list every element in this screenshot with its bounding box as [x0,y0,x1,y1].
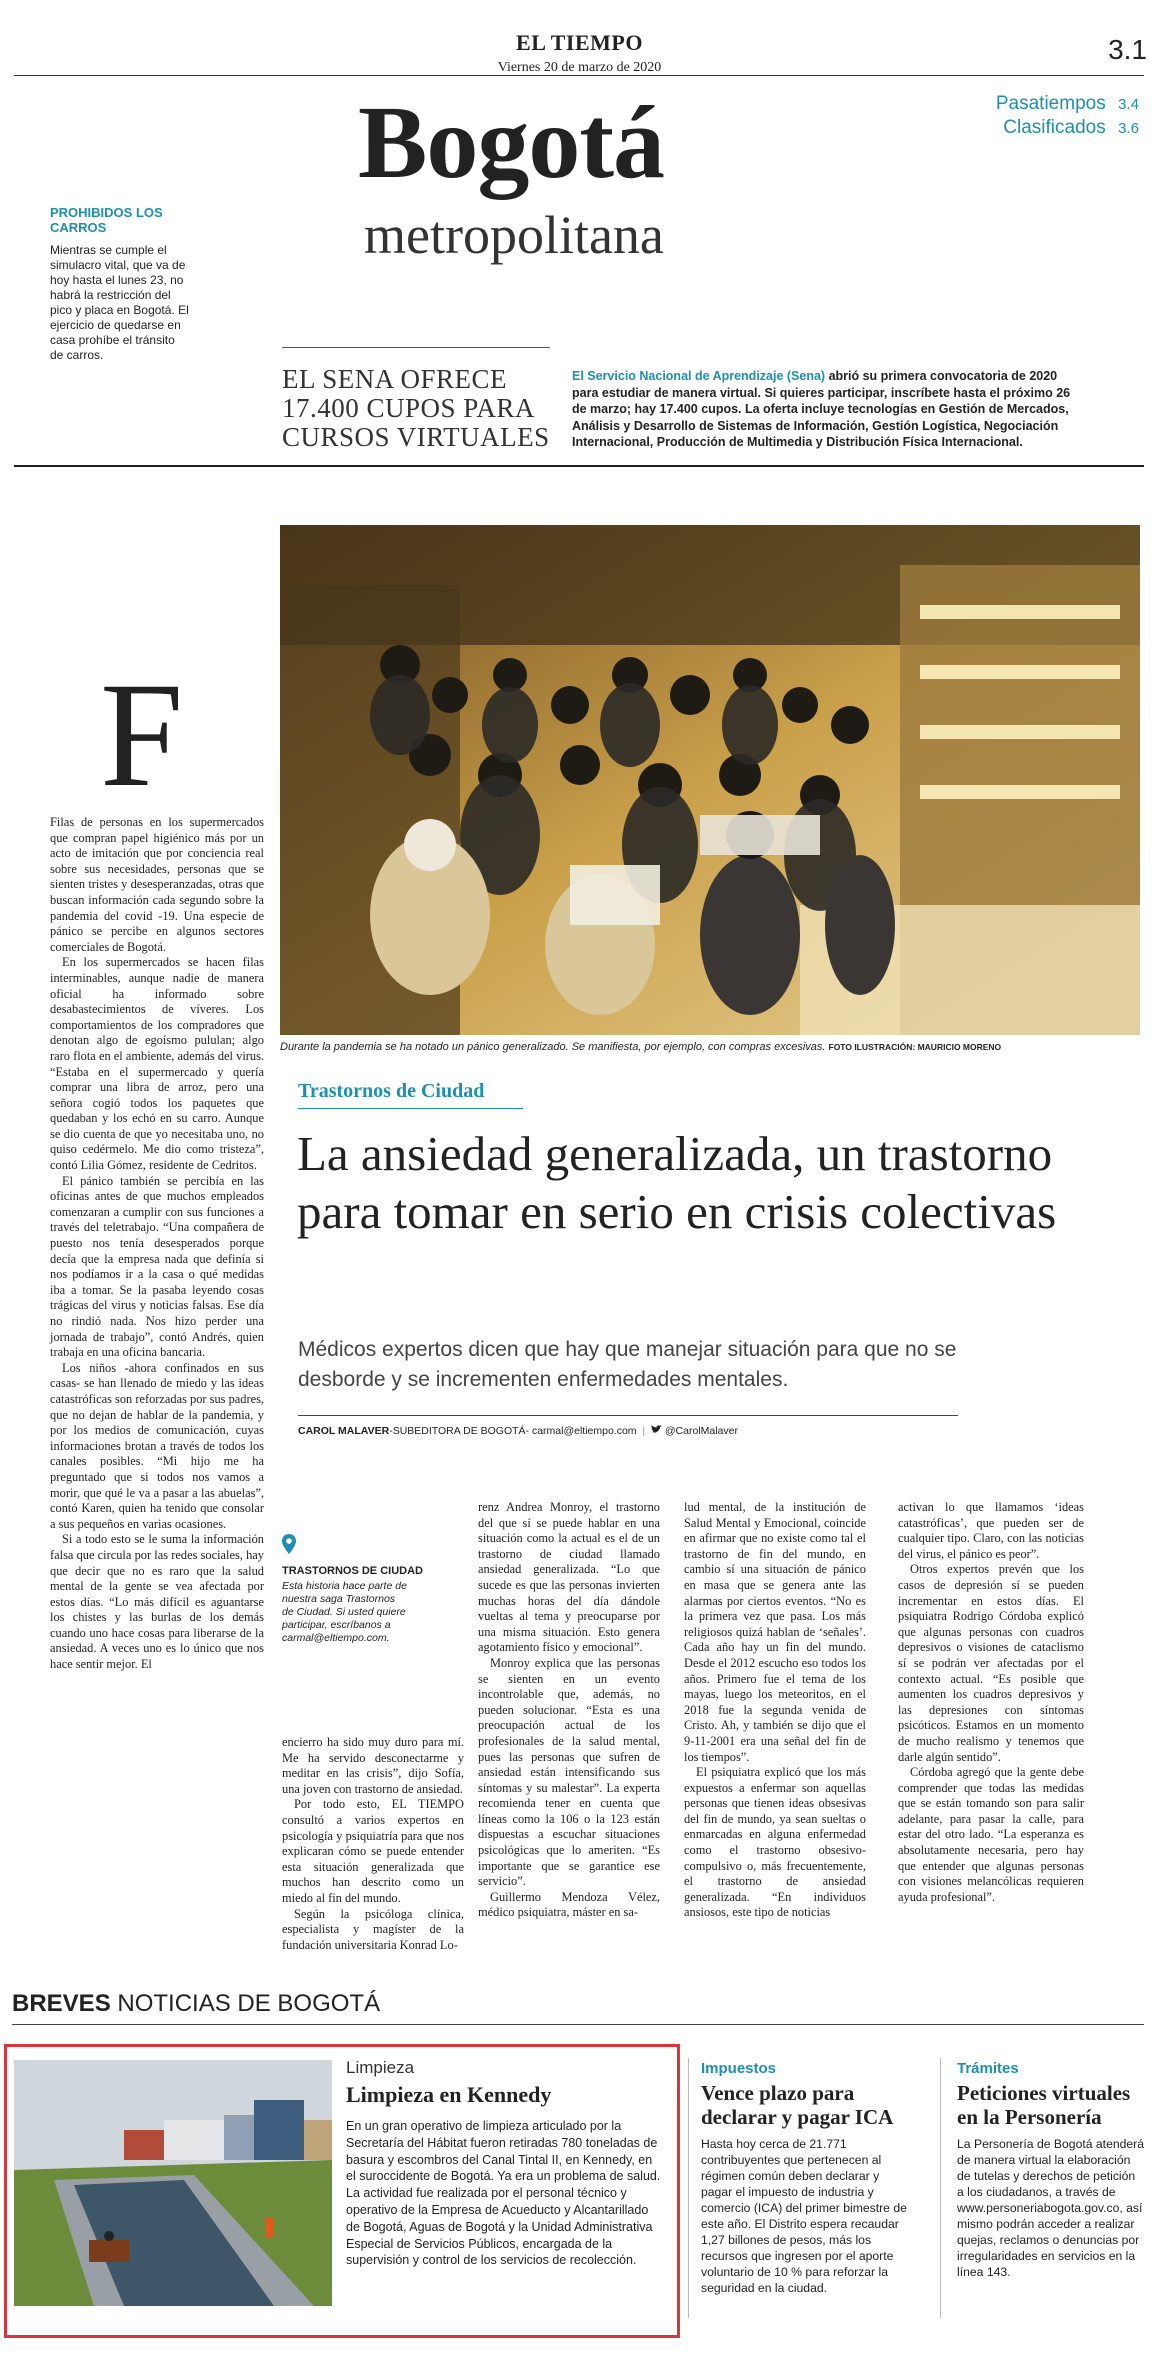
drop-cap: F [100,652,184,818]
paragraph: Si a todo esto se le suma la información falsa que circula por las redes sociales, hay que decir que no es raro que la salud mental de la gente se vea afectada por estos días. “Lo más difícil es aguantarse los chistes y las burlas de los demás cuando uno hace cosas para liberarse de la ansiedad. A veces uno es lo único que nos hace sentir mejor. El [50,1532,264,1672]
photo-caption: Durante la pandemia se ha notado un pánico generalizado. Se manifiesta, por ejemplo, con compras excesivas. FOTO ILUSTRACIÓN: MAURICIO MORENO [280,1041,1002,1053]
article-headline: La ansiedad generalizada, un trastorno para tomar en serio en crisis colectivas [297,1126,1057,1239]
section-index [996,92,1139,140]
paragraph: Los niños -ahora confinados en sus casas- se han llenado de miedo y las ideas catastróficas son reforzadas por sus padres, que no dejan de hablar de la pandemia, y por los medios de comunicación, cuyas informaciones brotan a través de todos los canales posibles. “Mi hijo me ha preguntado que si todos nos vamos a morir, que qué le va a pasar a las abuelas”, contó Karen, quien ha tenido que consolar a sus pequeños en varias ocasiones. [50,1360,264,1531]
section-subtitle: metropolitana [364,205,664,265]
section-title: Bogotá [358,85,664,200]
brief-body: Hasta hoy cerca de 21.771 contribuyentes que pertenecen al régimen común deben declarar y pagar el impuesto de industria y comercio (ICA) del primer bimestre de este año. El Distrito espera recaudar 1,27 billones de pesos, más los recursos que ingresen por el aporte voluntario de 10 % para reforzar la seguridad en la ciudad. [701,2137,907,2295]
top-rule [14,75,1144,76]
byline: CAROL MALAVER-SUBEDITORA DE BOGOTÁ- carmal@eltiempo.com | @CarolMalaver [298,1425,738,1437]
twitter-icon [651,1425,662,1434]
paragraph: Otros expertos prevén que los casos de depresión sí se pueden incrementar en estos días. El psiquiatra Rodrigo Córdoba explicó que algunas personas con cuadros depresivos o visiones de cataclismo sí se podrán ver afectadas por el contexto actual. “Es posible que aumenten los cuadros depresivos y las depresiones con síntomas psicóticos. Estamos en un momento de mucho realismo y tenemos que darle algún sentido”. [898,1562,1084,1764]
article-column-3 [478,1500,660,1921]
article-dek: Médicos expertos dicen que hay que manejar situación para que no se desborde y se incrementen enfermedades mentales. [298,1338,957,1391]
brief-kicker: Limpieza [346,2058,415,2077]
brief-kicker: Trámites [957,2060,1019,2077]
canal-photo [14,2060,332,2306]
promo-title[interactable]: EL SENA OFRECE 17.400 CUPOS PARA CURSOS VIRTUALES [282,364,550,452]
article-column-2 [282,1735,464,1953]
sidebar-note-title: PROHIBIDOS LOS CARROS [50,205,163,235]
article-column-5 [898,1500,1084,1905]
sidebar-note-body: Mientras se cumple el simulacro vital, que va de hoy hasta el lunes 23, no habrá la restricción del pico y placa en Bogotá. El ejercicio de quedarse en casa prohíbe el tránsito de carros. [50,243,189,362]
twitter-handle[interactable]: @CarolMalaver [664,1425,738,1437]
promo-body: El Servicio Nacional de Aprendizaje (Sena) abrió su primera convocatoria de 2020 para estudiar de manera virtual. Si quieres participar, inscríbete hasta el próximo 26 de marzo; hay 17.400 cupos. La oferta incluye tecnologías en Gestión de Mercados, Análisis y Desarrollo de Sistemas de Información, Gestión Logística, Negociación Internacional, Producción de Multimedia y Distribución Física Internacional. [572,369,1071,449]
header-divider [14,465,1144,467]
aside-title: TRASTORNOS DE CIUDAD [282,1565,423,1577]
paragraph: En los supermercados se hacen filas interminables, aunque nadie de manera oficial ha informado sobre desabastecimientos de víveres. Los comportamientos de los compradores que denotan algo de egoísmo pululan; algo raro flota en el ambiente, además del virus. “Estaba en el supermercado y quería comprar una libra de arroz, pero una señora cogió todos los paquetes que quedaban y los echó en su carro. Aunque se dio cuenta de que yo necesitaba uno, no quiso cedérmelo. Me dio como tristeza”, contó Lilia Gómez, residente de Cedritos. [50,955,264,1173]
index-item[interactable]: Pasatiempos 3.4 [995,93,1139,114]
breves-rule [12,2024,1144,2025]
section-tag[interactable]: Trastornos de Ciudad [298,1080,485,1102]
promo-rule [282,347,550,348]
paragraph: Córdoba agregó que la gente debe comprender que todas las medidas que se están tomando son para salir adelante, para pasar la calle, para estar del otro lado. “La esperanza es absolutamente necesaria, pero hay que entender que algunas personas con visiones melancólicas requieren ayuda profesional”. [898,1765,1084,1904]
brief-body: La Personería de Bogotá atenderá de manera virtual la elaboración de tutelas y derechos de petición a los ciudadanos, a través de www.personeriabogota.gov.co, así mismo podrán acceder a realizar quejas, reclamos o denuncias por irregularidades en servicios en la línea 143. [957,2137,1145,2279]
column-divider [688,2058,689,2318]
brief-title[interactable]: Limpieza en Kennedy [346,2082,552,2107]
section-tag-underline [298,1108,523,1109]
brief-title[interactable]: Vence plazo para declarar y pagar ICA [701,2081,894,2129]
dateline: Viernes 20 de marzo de 2020 [497,60,662,75]
location-pin-icon [282,1534,296,1559]
aside-body: Esta historia hace parte de nuestra saga Trastornos de Ciudad. Si usted quiere participar, escríbanos a carmal@eltiempo.com. [282,1580,407,1644]
paragraph: activan lo que llamamos ‘ideas catastróficas’, que pueden ser de cualquier tipo. Claro, con las noticias del virus, el pánico es peor”. [898,1500,1084,1561]
crowd-illustration [280,525,1140,1035]
paragraph: Monroy explica que las personas se sienten en un evento incontrolable que, además, no pueden solucionar. “Esta es una preocupación actual de los profesionales de la salud mental, pues las personas que sufren de ansiedad están intensificando sus síntomas y su malestar”. La experta recomienda tener en cuenta que líneas como la 106 o la 123 están dispuestas a escuchar situaciones psicológicas que lo ameriten. “Es importante que se garantice ese servicio”. [478,1655,660,1889]
page-number: 3.1 [1108,34,1147,65]
brief-title[interactable]: Peticiones virtuales en la Personería [957,2081,1131,2129]
column-divider [940,2058,941,2318]
paragraph: Filas de personas en los supermercados que compran papel higiénico más por un acto de imitación que por conciencia real sobre sus necesidades, personas que se sienten tristes y desesperanzadas, otras que buscan información cada segundo sobre la pandemia del covid -19. Una especie de pánico se percibe en algunos sectores comerciales de Bogotá. [50,815,264,954]
paragraph: Según la psicóloga clínica, especialista y magíster de la fundación universitaria Konrad Lo- [282,1906,464,1952]
paragraph: El pánico también se percibía en las oficinas antes de que muchos empleados comenzaran a cumplir con sus funciones a través del teletrabajo. “Una compañera de puesto nos tenía desesperados porque decía que la empresa nada que definía si nos podíamos ir a la casa o qué medidas iba a tomar. Se la pasaba leyendo cosas trágicas del virus y noticias falsas. Ese día no rindió nada. Nos hizo perder una jornada de trabajo”, contó Andrés, quien trabaja en una oficina bancaria. [50,1173,264,1360]
article-column-4 [684,1500,866,1921]
paragraph: Guillermo Mendoza Vélez, médico psiquiatra, máster en sa- [478,1889,660,1920]
article-column-1 [50,815,264,1673]
paragraph: El psiquiatra explicó que los más expuestos a enfermar son aquellas personas que tienen ideas obsesivas del fin de mundo, ya sean sueltas o enmarcadas en alguna enfermedad como el trastorno obsesivo-compulsivo o, más frecuentemente, el trastorno de ansiedad generalizada. “En individuos ansiosos, este tipo de noticias [684,1765,866,1920]
index-item[interactable]: Clasificados 3.6 [1003,117,1139,138]
article-photo [280,525,1140,1035]
paragraph: lud mental, de la institución de Salud Mental y Emocional, coincide en afirmar que no existe como tal el trastorno de fin del mundo, en cambio sí una situación de pánico en masa que se genera ante las alarmas por ciertos eventos. “No es la primera vez que pasa. Los más religiosos quizá hablan de ‘señales’. Cada año hay un fin del mundo. Desde el 2012 escucho eso todos los años. Primero fue el tema de los mayas, luego los meteoritos, en el 2018 fue la segunda venida de Cristo. Ah, y también se dijo que el 9-11-2001 era una señal del fin de los tiempos”. [684,1500,866,1764]
brief-kicker: Impuestos [701,2060,777,2077]
byline-rule [298,1415,958,1416]
brief-body: En un gran operativo de limpieza articulado por la Secretaría del Hábitat fueron retiradas 780 toneladas de basura y escombros del Canal Tintal II, en Kennedy, en el suroccidente de Bogotá. Ya era un problema de salud. La actividad fue realizada por el personal técnico y operativo de la Empresa de Acueducto y Alcantarillado de Bogotá, Aguas de Bogotá y la Unidad Administrativa Especial de Servicios Públicos, encargada de la supervisión y control de los servicios de recolección. [346,2119,661,2268]
paragraph: renz Andrea Monroy, el trastorno del que sí se puede hablar en una situación como la actual es el de un trastorno de ciudad llamado ansiedad generalizada. “Lo que sucede es que las personas invierten muchas horas del día dándole vueltas al tema y preocuparse por una misma situación. Esto genera agotamiento físico y emocional”. [478,1500,660,1655]
paragraph: encierro ha sido muy duro para mí. Me ha servido desconectarme y meditar en las crisis”, dijo Sofía, una joven con trastorno de ansiedad. [282,1735,464,1796]
paragraph: Por todo esto, EL TIEMPO consultó a varios expertos en psicología y psiquiatría para que nos explicaran cómo se puede entender esta situación generalizada que muchos han descrito como un miedo al fin del mundo. [282,1797,464,1905]
masthead: EL TIEMPO [516,30,643,55]
breves-header: BREVES NOTICIAS DE BOGOTÁ [12,1990,381,2017]
